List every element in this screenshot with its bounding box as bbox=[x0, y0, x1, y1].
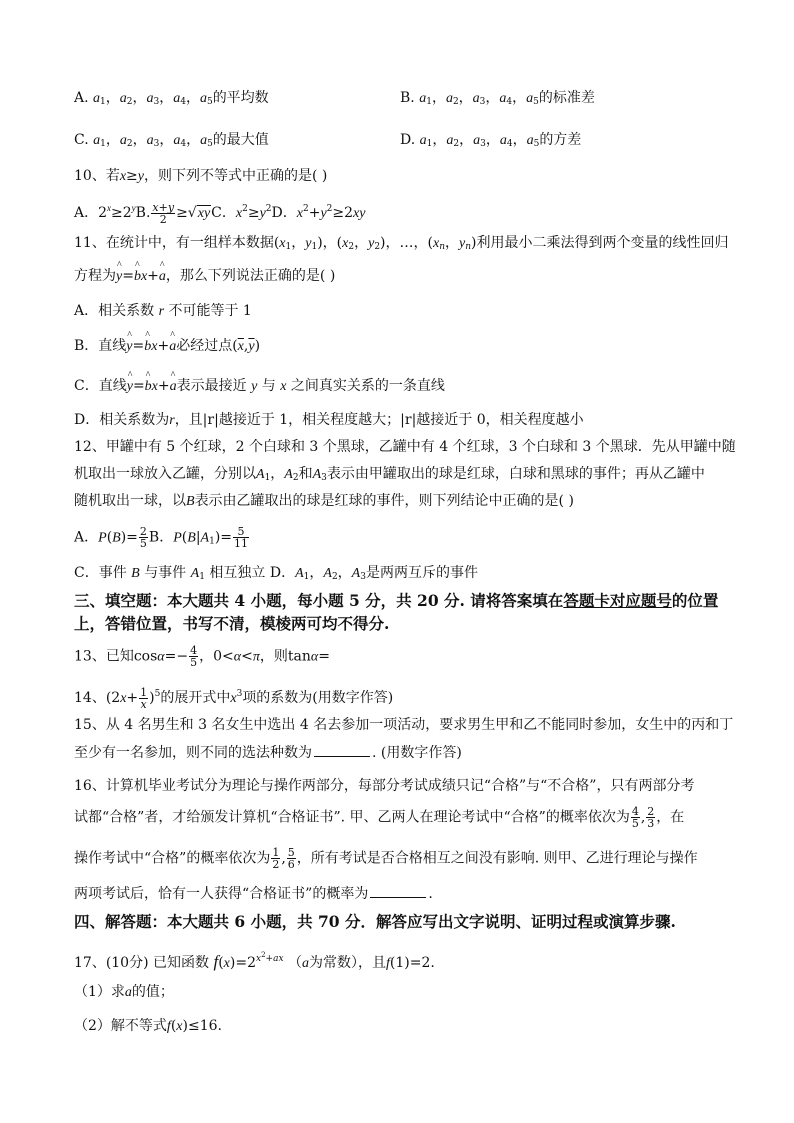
q9-option-d: D. $a_1$，$a_2$，$a_3$，$a_4$，$a_5$的方差 bbox=[400, 132, 582, 149]
section3-heading-line2: 上，答错位置，书写不清，模棱两可均不得分. bbox=[74, 614, 390, 633]
q9-option-a: A. $a_1$，$a_2$，$a_3$，$a_4$，$a_5$的平均数 bbox=[74, 90, 269, 107]
q12-line1: 12、甲罐中有 5 个红球，2 个白球和 3 个黑球，乙罐中有 4 个红球，3 个白球和 3 个黑球．先从甲罐中随 bbox=[74, 439, 736, 455]
q13: 13、已知cosα=− $\frac{4}{5}$ ，0<α<π，则tanα= bbox=[74, 644, 330, 669]
q16-line4: 两项考试后，恰有一人获得“合格证书”的概率为 . bbox=[74, 883, 433, 904]
q9-option-c: C. $a_1$，$a_2$，$a_3$，$a_4$，$a_5$的最大值 bbox=[74, 132, 269, 149]
q12-line3: 随机取出一球，以B表示由乙罐取出的球是红球的事件，则下列结论中正确的是( ) bbox=[74, 493, 574, 509]
q16-line1: 16、计算机毕业考试分为理论与操作两部分，每部分考试成绩只记“合格”与“不合格”，只有两部分考 bbox=[74, 778, 695, 794]
q11-option-b: B．直线^ y=^ bx+^ a必经过点$(\overline{x},\overline{y})$ bbox=[74, 336, 260, 357]
q11-line2: 方程为^ y=^ bx+^ a，那么下列说法正确的是( ) bbox=[74, 266, 335, 287]
q11-option-a: A．相关系数 r 不可能等于 1 bbox=[74, 303, 252, 319]
q15-answer-blank[interactable] bbox=[314, 742, 370, 757]
q11-option-d: D．相关系数为r，且|r|越接近于 1，相关程度越大；|r|越接近于 0，相关程度越小 bbox=[74, 412, 584, 428]
q12-line2: 机取出一球放入乙罐，分别以$A_1$，$A_2$和$A_3$表示由甲罐取出的球是红球，白球和黑球的事件；再从乙罐中 bbox=[74, 466, 705, 483]
q9-option-b: B. $a_1$，$a_2$，$a_3$，$a_4$，$a_5$的标准差 bbox=[400, 90, 595, 107]
q10-options: A．$2^x\ge 2^yB$. $\frac{x+y}{2}$ ≥√xyC．$x^2\ge y^2D$．$x^2+y^2\ge 2xy$ bbox=[74, 200, 366, 226]
q16-line3: 操作考试中“合格”的概率依次为 $\frac{1}{2}$ , $\frac{5}{6}$ ，所有考试是否合格相互之间没有影响. 则甲、乙进行理论与操作 bbox=[74, 846, 698, 871]
q15-line2: 至少有一名参加，则不同的选法种数为 . (用数字作答) bbox=[74, 742, 462, 763]
q16-line2: 试都“合格”者，才给颁发计算机“合格证书”. 甲、乙两人在理论考试中“合格”的概率依次为 $\frac{4}{5}$ , $\frac{2}{3}$ ，在 bbox=[74, 805, 685, 830]
section4-heading: 四、解答题：本大题共 6 小题，共 70 分．解答应写出文字说明、证明过程或演算步骤. bbox=[74, 912, 676, 931]
q17-part2: （2）解不等式f(x)≤16. bbox=[74, 1018, 222, 1034]
q12-option-cd: C．事件 B 与事件 $A_1$ 相互独立 D．$A_1$，$A_2$，$A_3$是两两互斥的事件 bbox=[74, 565, 478, 582]
q15-line1: 15、从 4 名男生和 3 名女生中选出 4 名去参加一项活动，要求男生甲和乙不能同时参加，女生中的丙和丁 bbox=[74, 717, 734, 733]
q17-part1: （1）求a的值； bbox=[74, 984, 174, 1000]
q12-option-ab: A．P(B)= $\frac{2}{5}$ B．$P(B|A_1)=$ $\frac{5}{11}$ bbox=[74, 525, 249, 550]
q11-line1: 11、在统计中，有一组样本数据($x_1$，$y_1$)，($x_2$，$y_2$)，…，($x_n$，$y_n$)利用最小二乘法得到两个变量的线性回归 bbox=[74, 235, 729, 252]
q17-stem: 17、(10分) 已知函数 $f(x)=2^{x^2+ax}$ （a为常数），且f(1)=2. bbox=[74, 951, 435, 971]
q11-option-c: C．直线^ y=^ bx+^ a表示最接近 y 与 x 之间真实关系的一条直线 bbox=[74, 376, 445, 397]
q10-stem: 10、若x≥y，则下列不等式中正确的是( ) bbox=[74, 168, 328, 184]
q14: 14、(2x+ $\frac{1}{x}$ )$^5$的展开式中$x^3$项的系数为(用数字作答) bbox=[74, 685, 394, 711]
section3-heading-line1: 三、填空题：本大题共 4 小题，每小题 5 分，共 20 分. 请将答案填在答题卡对应题号的位置 bbox=[74, 591, 719, 610]
q16-answer-blank[interactable] bbox=[370, 883, 426, 898]
